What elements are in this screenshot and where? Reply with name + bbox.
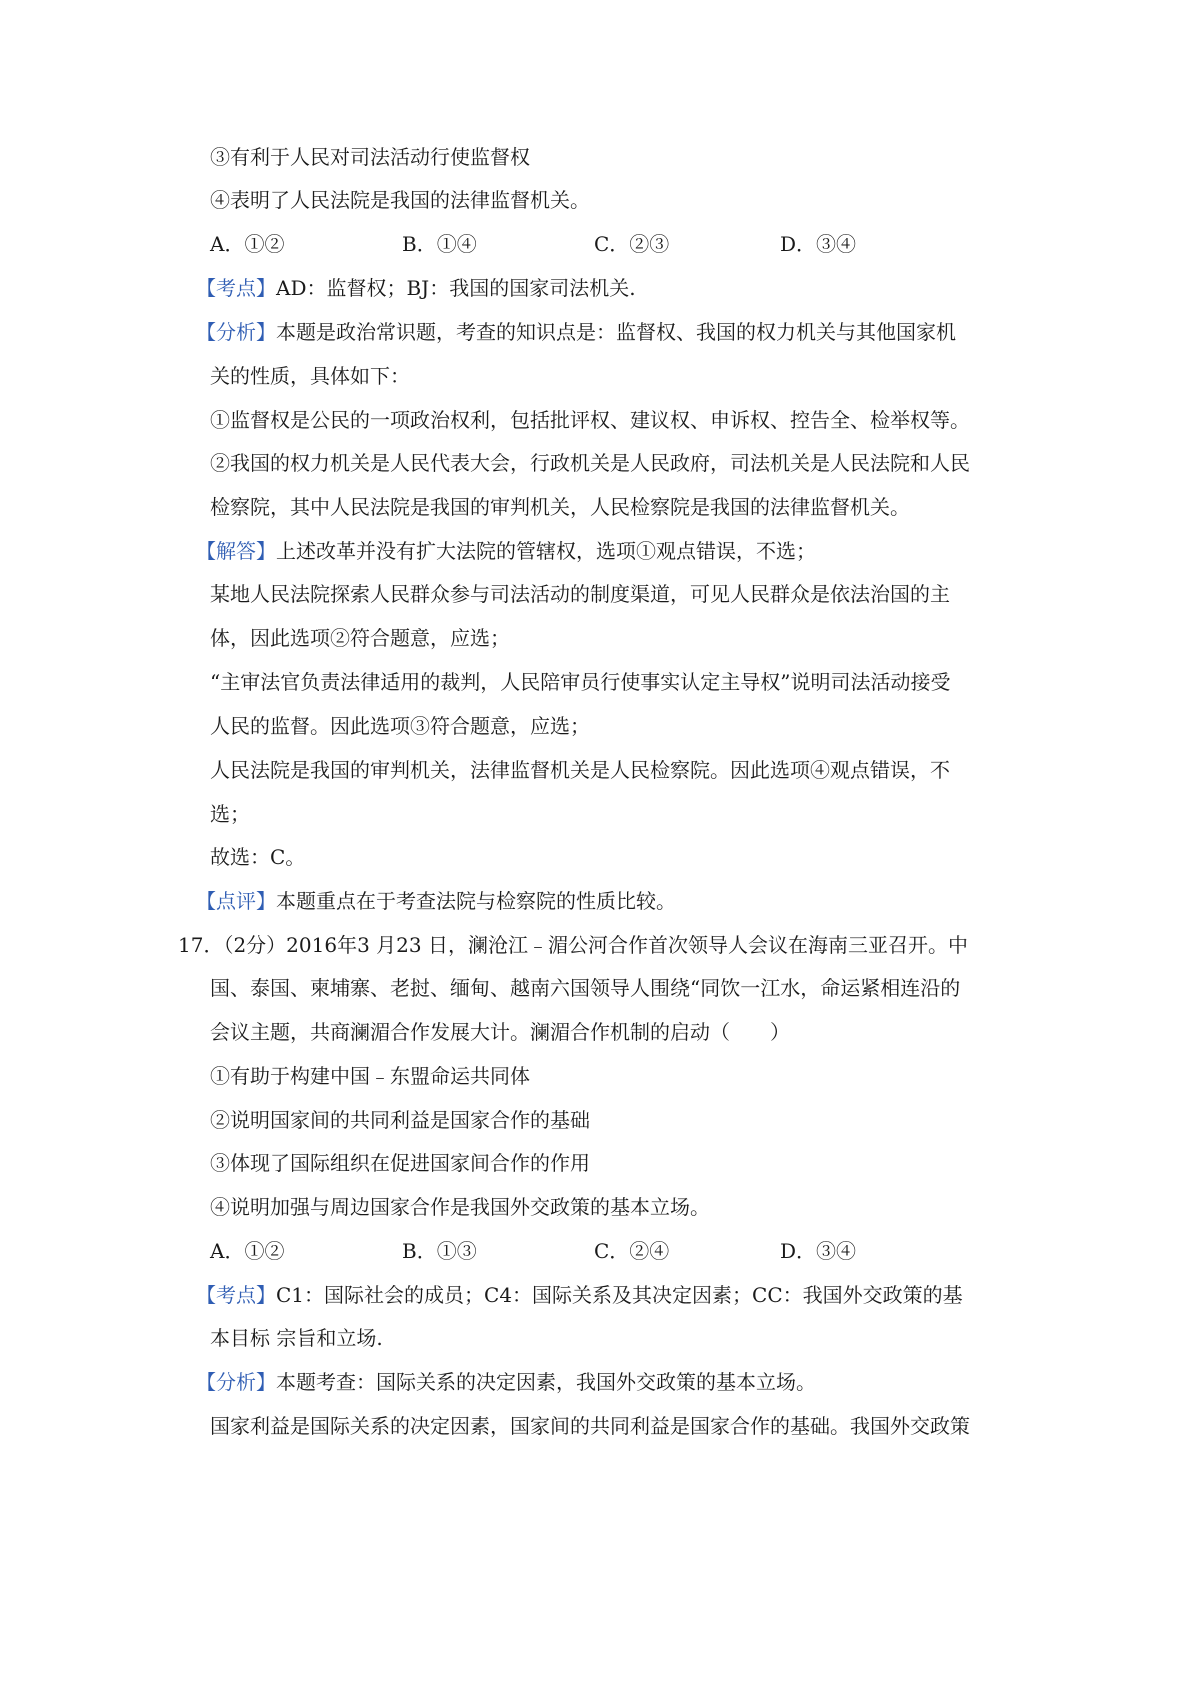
fenxi-tag: 【分析】: [196, 1370, 276, 1394]
fenxi-text: 本题是政治常识题，考查的知识点是：监督权、我国的权力机关与其他国家机: [276, 320, 956, 344]
q17-choice-c: C．②④: [594, 1239, 670, 1263]
q16-fenxi-line-5: 检察院，其中人民法院是我国的审判机关，人民检察院是我国的法律监督机关。: [210, 495, 910, 519]
q17-fenxi-line-2: 国家利益是国际关系的决定因素，国家间的共同利益是国家合作的基础。我国外交政策: [210, 1414, 970, 1438]
q16-jieda-line-6: 人民法院是我国的审判机关，法律监督机关是人民检察院。因此选项④观点错误，不: [210, 758, 950, 782]
q16-jieda-line-7: 选；: [210, 802, 250, 826]
q16-option-3: ③有利于人民对司法活动行使监督权: [210, 145, 530, 169]
kaodian-text: AD：监督权；BJ：我国的国家司法机关.: [276, 276, 636, 300]
q16-jieda-line-2: 某地人民法院探索人民群众参与司法活动的制度渠道，可见人民群众是依法治国的主: [210, 582, 950, 606]
q17-stem-line-3: 会议主题，共商澜湄合作发展大计。澜湄合作机制的启动（ ）: [210, 1020, 790, 1044]
q17-fenxi-line-1: [196, 1368, 1016, 1396]
jieda-text: 上述改革并没有扩大法院的管辖权，选项①观点错误，不选；: [276, 539, 816, 563]
q17-choice-d: D．③④: [780, 1239, 857, 1263]
q16-fenxi-line-4: ②我国的权力机关是人民代表大会，行政机关是人民政府，司法机关是人民法院和人民: [210, 451, 970, 475]
q17-option-4: ④说明加强与周边国家合作是我国外交政策的基本立场。: [210, 1195, 710, 1219]
q17-choice-b: B．①③: [402, 1239, 477, 1263]
dianping-tag: 【点评】: [196, 889, 276, 913]
q16-fenxi-line-3: ①监督权是公民的一项政治权利，包括批评权、建议权、申诉权、控告全、检举权等。: [210, 408, 970, 432]
q17-choice-a: A．①②: [210, 1239, 285, 1263]
q16-option-4: ④表明了人民法院是我国的法律监督机关。: [210, 188, 590, 212]
q16-fenxi-line-1: [196, 318, 1016, 346]
q16-choice-d: D．③④: [780, 232, 857, 256]
kaodian-text: C1：国际社会的成员；C4：国际关系及其决定因素；CC：我国外交政策的基: [276, 1283, 963, 1307]
q17-stem-line-2: 国、泰国、柬埔寨、老挝、缅甸、越南六国领导人围绕“同饮一江水，命运紧相连沿的: [210, 976, 961, 1000]
q16-jieda-line-3: 体，因此选项②符合题意，应选；: [210, 626, 510, 650]
q16-choice-b: B．①④: [402, 232, 477, 256]
dianping-text: 本题重点在于考查法院与检察院的性质比较。: [276, 889, 676, 913]
q16-kaodian: [196, 274, 1016, 302]
q17-kaodian-line-2: 本目标 宗旨和立场.: [210, 1326, 383, 1350]
q17-option-1: ①有助于构建中国﹣东盟命运共同体: [210, 1064, 530, 1088]
q16-choice-a: A．①②: [210, 232, 285, 256]
fenxi-text: 本题考查：国际关系的决定因素，我国外交政策的基本立场。: [276, 1370, 816, 1394]
fenxi-tag: 【分析】: [196, 320, 276, 344]
kaodian-tag: 【考点】: [196, 276, 276, 300]
q16-dianping: [196, 887, 1016, 915]
q16-jieda-line-1: [196, 537, 1016, 565]
q17-option-3: ③体现了国际组织在促进国家间合作的作用: [210, 1151, 590, 1175]
kaodian-tag: 【考点】: [196, 1283, 276, 1307]
q16-jieda-line-4: “主审法官负责法律适用的裁判，人民陪审员行使事实认定主导权”说明司法活动接受: [210, 670, 951, 694]
q16-choice-c: C．②③: [594, 232, 670, 256]
q17-kaodian-line-1: [196, 1281, 1016, 1309]
q16-jieda-line-5: 人民的监督。因此选项③符合题意，应选；: [210, 714, 590, 738]
jieda-tag: 【解答】: [196, 539, 276, 563]
q17-stem-line-1: 17．（2分）2016年3 月23 日，澜沧江﹣湄公河合作首次领导人会议在海南三亚召开。中: [178, 933, 968, 957]
q16-fenxi-line-2: 关的性质，具体如下：: [210, 364, 410, 388]
q16-jieda-line-8: 故选：C。: [210, 845, 306, 869]
q17-option-2: ②说明国家间的共同利益是国家合作的基础: [210, 1108, 590, 1132]
